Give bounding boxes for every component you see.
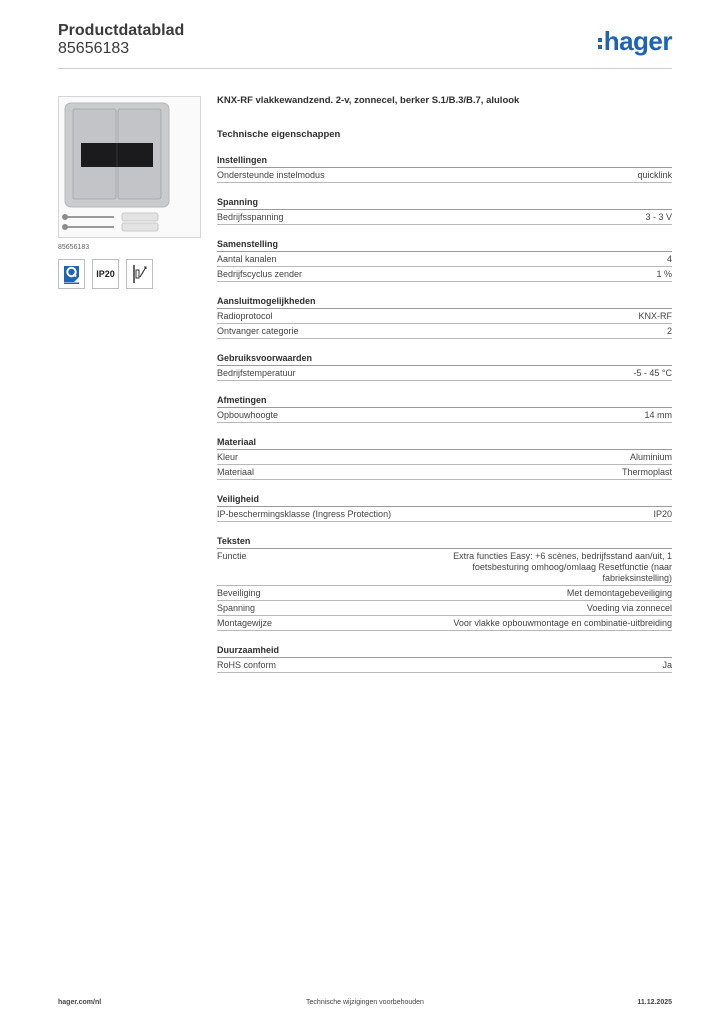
technical-properties-title: Technische eigenschappen [217,129,341,140]
spec-section-samenstelling [217,239,672,282]
badge-row [58,259,201,289]
spec-row [217,549,672,586]
header-divider [58,68,672,69]
spec-section-veiligheid [217,494,672,522]
spec-label: IP-beschermingsklasse (Ingress Protection) [217,509,392,519]
section-heading: Materiaal [217,437,672,450]
spec-label: Bedrijfstemperatuur [217,368,296,378]
spec-section-materiaal [217,437,672,480]
spec-value: 14 mm [644,410,672,420]
page-header [58,22,672,58]
product-image [58,96,201,238]
specification-content [217,95,672,673]
spec-row [217,366,672,381]
logo-dots-icon [598,38,602,49]
product-reference: 85656183 [58,244,90,251]
spec-row [217,267,672,282]
section-heading: Veiligheid [217,494,672,507]
ip-rating-badge: IP20 [92,259,119,289]
spec-section-aansluitmogelijkheden [217,296,672,339]
spec-value: Met demontagebeveiliging [566,588,672,598]
section-heading: Afmetingen [217,395,672,408]
page-title: Productdatablad [58,22,185,39]
quicklink-badge-icon [58,259,85,289]
section-heading: Duurzaamheid [217,645,672,658]
spec-row [217,408,672,423]
spec-value: 2 [666,326,672,336]
spec-label: Bedrijfscyclus zender [217,269,303,279]
hager-logo[interactable] [598,26,672,57]
section-heading: Aansluitmogelijkheden [217,296,672,309]
spec-label: Bedrijfsspanning [217,212,284,222]
spec-row [217,586,672,601]
spec-row [217,450,672,465]
spec-row [217,309,672,324]
section-heading: Spanning [217,197,672,210]
spec-row [217,601,672,616]
spec-label: Beveiliging [217,588,261,598]
product-sidebar [58,96,201,289]
spec-label: RoHS conform [217,660,277,670]
spec-label: Functie [217,551,247,561]
surface-mount-icon [126,259,153,289]
section-heading: Teksten [217,536,672,549]
spec-label: Spanning [217,603,256,613]
footer-website-link[interactable]: hager.com/nl [58,999,102,1006]
section-heading: Samenstelling [217,239,672,252]
product-name: KNX-RF vlakkewandzend. 2-v, zonnecel, berker S.1/B.3/B.7, alulook [217,95,520,106]
spec-value: KNX-RF [638,311,672,321]
spec-value: Voeding via zonnecel [586,603,672,613]
spec-row [217,658,672,673]
spec-row [217,210,672,225]
spec-section-duurzaamheid [217,645,672,673]
spec-value: 3 - 3 V [645,212,672,222]
spec-row [217,616,672,631]
spec-section-instellingen [217,155,672,183]
spec-section-teksten [217,536,672,631]
logo-text: hager [603,26,672,56]
spec-value: Extra functies Easy: +6 scènes, bedrijfsstand aan/uit, 1 foetsbesturing omhoog/omlaag Resetfunctie (naar fabrieksinstelling) [453,551,672,583]
spec-value: 1 % [656,269,672,279]
spec-row [217,252,672,267]
spec-value: Aluminium [629,452,672,462]
spec-section-spanning [217,197,672,225]
spec-value: 4 [666,254,672,264]
spec-value: Ja [662,660,672,670]
spec-value: Thermoplast [621,467,672,477]
spec-row [217,168,672,183]
spec-label: Ontvanger categorie [217,326,299,336]
product-code: 85656183 [58,40,130,57]
spec-label: Kleur [217,452,239,462]
spec-section-afmetingen [217,395,672,423]
spec-label: Materiaal [217,467,255,477]
spec-label: Aantal kanalen [217,254,277,264]
section-heading: Instellingen [217,155,672,168]
spec-row [217,507,672,522]
section-heading: Gebruiksvoorwaarden [217,353,672,366]
spec-section-gebruiksvoorwaarden [217,353,672,381]
spec-label: Radioprotocol [217,311,273,321]
footer-date: 11.12.2025 [637,999,672,1006]
spec-value: quicklink [637,170,672,180]
spec-label: Montagewijze [217,618,273,628]
spec-value: -5 - 45 °C [633,368,672,378]
spec-row [217,324,672,339]
spec-label: Opbouwhoogte [217,410,279,420]
spec-row [217,465,672,480]
spec-value: IP20 [653,509,672,519]
footer-notice: Technische wijzigingen voorbehouden [306,999,424,1006]
spec-value: Voor vlakke opbouwmontage en combinatie-uitbreiding [453,618,672,628]
spec-label: Ondersteunde instelmodus [217,170,325,180]
